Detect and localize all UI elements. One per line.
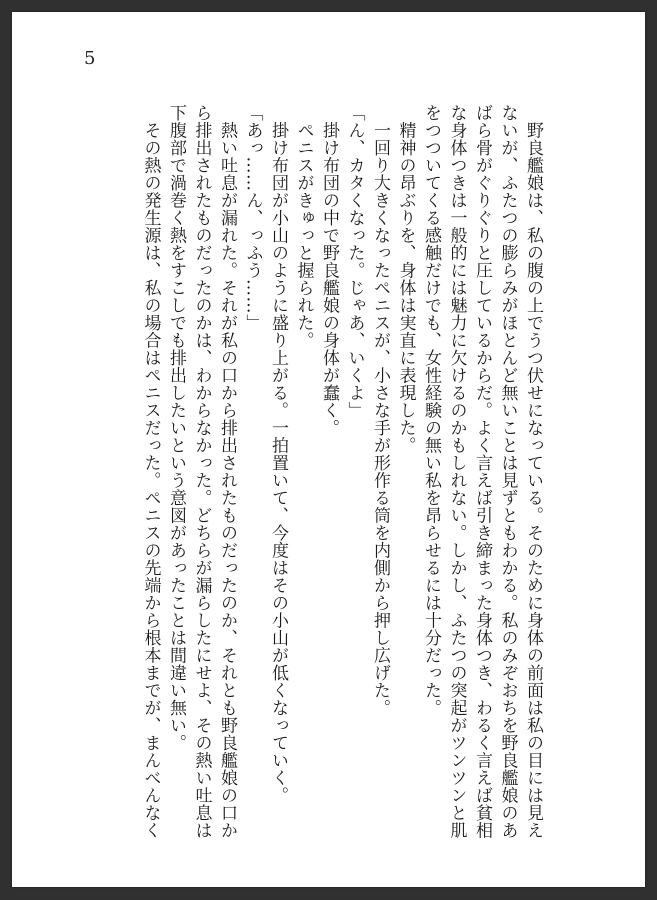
text-line: ないが、ふたつの膨らみがほとんど無いことは見ずともわかる。私のみぞおちを野良艦娘のあ	[497, 104, 518, 839]
text-line: 「ん、カタくなった。じゃあ、いくよ」	[344, 104, 365, 419]
text-line: をつついてくる感触だけでも、女性経験の無い私を昂らせるには十分だった。	[421, 104, 441, 717]
text-line: その熱の発生源は、私の場合はペニスだった。ペニスの先端から根本までが、まんべんなく	[140, 104, 161, 839]
text-line: 「あっ……ん、っふう……」	[242, 104, 263, 332]
text-line: な身体つきは一般的には魅力に欠けるのかもしれない。しかし、ふたつの突起がツンツンと肌	[446, 104, 467, 839]
text-line: 下腹部で渦巻く熱をすこしでも排出したいという意図があったことは間違い無い。	[166, 104, 186, 752]
text-line: 精神の昂ぶりを、身体は実直に表現した。	[395, 104, 416, 454]
text-line: 掛け布団の中で野良艦娘の身体が蠢く。	[319, 104, 339, 437]
text-line: 一回り大きくなったペニスが、小さな手が形作る筒を内側から押し広げた。	[370, 104, 390, 717]
document-page[interactable]	[12, 12, 645, 887]
text-line: ペニスがきゅっと握られた。	[293, 104, 314, 349]
page-body-text	[137, 104, 545, 864]
text-line: 掛け布団が小山のように盛り上がる。一拍置いて、今度はその小山が低くなっていく。	[268, 104, 288, 804]
text-line: ら排出されたものだったのかは、わからなかった。どちらが漏らしたにせよ、その熱い吐息は	[191, 104, 212, 839]
text-line: ばら骨がぐりぐりと圧しているからだ。よく言えば引き締まった身体つき、わるく言えば貧相	[472, 104, 492, 839]
text-line: 野良艦娘は、私の腹の上でうつ伏せになっている。そのために身体の前面は私の目には見え	[523, 104, 543, 839]
page-number: 5	[84, 48, 96, 69]
text-line: 熱い吐息が漏れた。それが私の口から排出されたものだったのか、それとも野良艦娘の口か	[217, 104, 237, 839]
